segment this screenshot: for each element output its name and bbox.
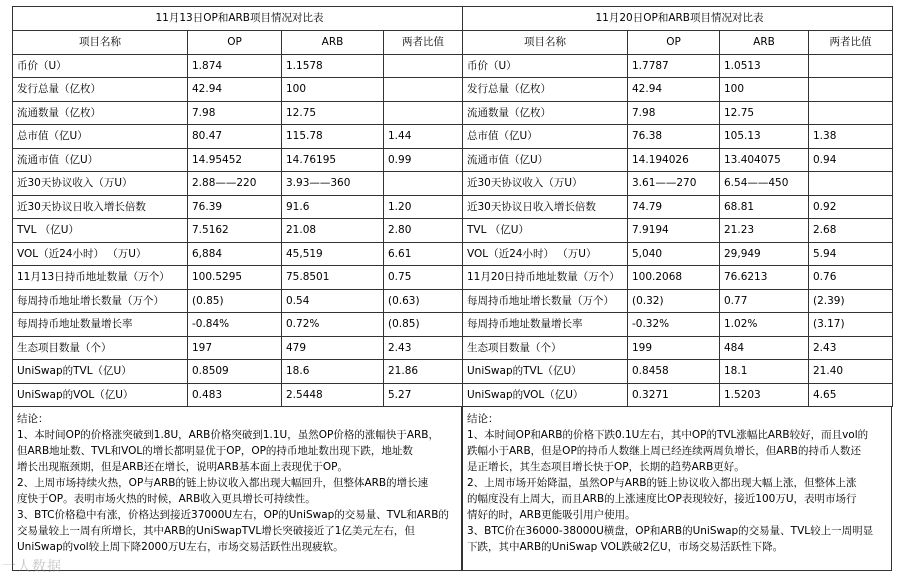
ratio-cell: 1.38 (809, 125, 893, 149)
op-value-cell: 7.9194 (628, 219, 720, 243)
item-name-cell: 近30天协议日收入增长倍数 (463, 195, 628, 219)
item-name-cell: 流通市值（亿U） (13, 148, 188, 172)
table-row (463, 54, 893, 78)
comparison-table-nov20 (462, 6, 893, 407)
table-title: 11月13日OP和ARB项目情况对比表 (13, 7, 463, 31)
table-row (13, 219, 463, 243)
header-ratio: 两者比值 (384, 31, 463, 55)
table-row (463, 336, 893, 360)
table-row (463, 242, 893, 266)
ratio-cell: (0.85) (384, 313, 463, 337)
ratio-cell: 1.20 (384, 195, 463, 219)
arb-value-cell: 12.75 (282, 101, 384, 125)
op-value-cell: 14.95452 (188, 148, 282, 172)
op-value-cell: -0.32% (628, 313, 720, 337)
table-row (463, 313, 893, 337)
ratio-cell: 4.65 (809, 383, 893, 407)
arb-value-cell: 91.6 (282, 195, 384, 219)
item-name-cell: UniSwap的VOL（亿U） (463, 383, 628, 407)
item-name-cell: 11月13日持币地址数量（万个） (13, 266, 188, 290)
conclusion-line: 1、本时间OP和ARB的价格下跌0.1U左右，其中OP的TVL涨幅比ARB较好，而且vol的 (467, 429, 869, 441)
conclusion-line: UniSwap的vol较上周下降2000万U左右，市场交易活跃性出现疲软。 (17, 541, 344, 553)
table-title: 11月20日OP和ARB项目情况对比表 (463, 7, 893, 31)
comparison-panel-nov20 (462, 6, 893, 571)
item-name-cell: 发行总量（亿枚） (463, 78, 628, 102)
item-name-cell: 每周持币地址增长数量（万个） (463, 289, 628, 313)
table-row (13, 148, 463, 172)
arb-value-cell: 1.1578 (282, 54, 384, 78)
conclusion-line: 增长出现瓶颈期，但是ARB还在增长，说明ARB基本面上表现优于OP。 (17, 461, 348, 473)
table-row (13, 172, 463, 196)
op-value-cell: 1.7787 (628, 54, 720, 78)
ratio-cell: 2.80 (384, 219, 463, 243)
header-ratio: 两者比值 (809, 31, 893, 55)
ratio-cell: 0.94 (809, 148, 893, 172)
arb-value-cell: 105.13 (720, 125, 809, 149)
table-row (13, 242, 463, 266)
table-row (463, 266, 893, 290)
table-row (13, 78, 463, 102)
arb-value-cell: 1.02% (720, 313, 809, 337)
table-row (13, 101, 463, 125)
op-value-cell: 0.8509 (188, 360, 282, 384)
item-name-cell: 总市值（亿U） (13, 125, 188, 149)
arb-value-cell: 75.8501 (282, 266, 384, 290)
table-title-row (13, 7, 463, 31)
arb-value-cell: 115.78 (282, 125, 384, 149)
comparison-panel-nov13 (12, 6, 463, 571)
op-value-cell: 80.47 (188, 125, 282, 149)
arb-value-cell: 0.72% (282, 313, 384, 337)
ratio-cell: 21.40 (809, 360, 893, 384)
op-value-cell: 0.483 (188, 383, 282, 407)
table-row (463, 383, 893, 407)
item-name-cell: 发行总量（亿枚） (13, 78, 188, 102)
table-row (13, 195, 463, 219)
op-value-cell: 2.88——220 (188, 172, 282, 196)
ratio-cell: 0.92 (809, 195, 893, 219)
item-name-cell: 近30天协议日收入增长倍数 (13, 195, 188, 219)
arb-value-cell: 1.0513 (720, 54, 809, 78)
table-header-row (463, 31, 893, 55)
item-name-cell: 近30天协议收入（万U） (13, 172, 188, 196)
arb-value-cell: 21.08 (282, 219, 384, 243)
arb-value-cell: 3.93——360 (282, 172, 384, 196)
arb-value-cell: 18.6 (282, 360, 384, 384)
arb-value-cell: 13.404075 (720, 148, 809, 172)
conclusion-box-nov13 (12, 407, 462, 571)
conclusion-line: 情好的时，ARB更能吸引用户使用。 (467, 509, 636, 521)
header-op: OP (628, 31, 720, 55)
table-row (463, 360, 893, 384)
table-row (463, 219, 893, 243)
op-value-cell: 5,040 (628, 242, 720, 266)
ratio-cell: 0.75 (384, 266, 463, 290)
ratio-cell (809, 78, 893, 102)
table-row (13, 360, 463, 384)
arb-value-cell: 14.76195 (282, 148, 384, 172)
item-name-cell: 每周持币地址数量增长率 (463, 313, 628, 337)
header-op: OP (188, 31, 282, 55)
item-name-cell: 11月20日持币地址数量（万个） (463, 266, 628, 290)
op-value-cell: 3.61——270 (628, 172, 720, 196)
ratio-cell: 21.86 (384, 360, 463, 384)
arb-value-cell: 100 (720, 78, 809, 102)
arb-value-cell: 29,949 (720, 242, 809, 266)
ratio-cell: 6.61 (384, 242, 463, 266)
conclusion-line: 的幅度没有上周大，而且ARB的上涨速度比OP表现较好，接近100万U，表明市场行 (467, 493, 857, 505)
item-name-cell: 币价（U） (463, 54, 628, 78)
item-name-cell: TVL （亿U） (13, 219, 188, 243)
ratio-cell (384, 78, 463, 102)
table-row (13, 383, 463, 407)
arb-value-cell: 18.1 (720, 360, 809, 384)
item-name-cell: VOL（近24小时） （万U） (463, 242, 628, 266)
ratio-cell (384, 101, 463, 125)
conclusion-line: 下跌，其中ARB的UniSwap VOL跌破2亿U，市场交易活跃性下降。 (467, 541, 784, 553)
ratio-cell (809, 172, 893, 196)
op-value-cell: 76.38 (628, 125, 720, 149)
arb-value-cell: 0.54 (282, 289, 384, 313)
item-name-cell: 流通市值（亿U） (463, 148, 628, 172)
table-row (13, 313, 463, 337)
table-row (463, 148, 893, 172)
arb-value-cell: 6.54——450 (720, 172, 809, 196)
item-name-cell: 每周持币地址增长数量（万个） (13, 289, 188, 313)
op-value-cell: 1.874 (188, 54, 282, 78)
watermark-text: 一人数据 (2, 559, 62, 575)
op-value-cell: 76.39 (188, 195, 282, 219)
table-row (13, 266, 463, 290)
conclusion-heading: 结论： (467, 413, 499, 425)
ratio-cell: 0.99 (384, 148, 463, 172)
ratio-cell: 5.27 (384, 383, 463, 407)
item-name-cell: 生态项目数量（个） (13, 336, 188, 360)
arb-value-cell: 0.77 (720, 289, 809, 313)
conclusion-line: 3、BTC价在36000-38000U横盘，OP和ARB的UniSwap的交易量、TVL较上一周明显 (467, 525, 874, 537)
arb-value-cell: 2.5448 (282, 383, 384, 407)
op-value-cell: 100.2068 (628, 266, 720, 290)
ratio-cell (809, 54, 893, 78)
op-value-cell: 7.98 (188, 101, 282, 125)
conclusion-line: 跌幅小于ARB，但是OP的持币人数继上周已经连续两周负增长，但ARB的持币人数还 (467, 445, 861, 457)
conclusion-heading: 结论： (17, 413, 49, 425)
ratio-cell: (3.17) (809, 313, 893, 337)
conclusion-line: 是正增长，其生态项目增长快于OP，长期的趋势ARB更好。 (467, 461, 745, 473)
op-value-cell: (0.32) (628, 289, 720, 313)
op-value-cell: 7.98 (628, 101, 720, 125)
table-title-row (463, 7, 893, 31)
table-header-row (13, 31, 463, 55)
conclusion-line: 交易量较上一周有所增长，其中ARB的UniSwapTVL增长突破接近了1亿美元左右，但 (17, 525, 415, 537)
conclusion-line: 但ARB地址数、TVL和VOL的增长都明显优于OP，OP的持币地址数出现下跌，地址数 (17, 445, 413, 457)
conclusion-box-nov20 (462, 407, 892, 571)
item-name-cell: VOL（近24小时） （万U） (13, 242, 188, 266)
table-row (13, 125, 463, 149)
item-name-cell: 流通数量（亿枚） (463, 101, 628, 125)
ratio-cell: 1.44 (384, 125, 463, 149)
item-name-cell: UniSwap的VOL（亿U） (13, 383, 188, 407)
op-value-cell: 74.79 (628, 195, 720, 219)
op-value-cell: 199 (628, 336, 720, 360)
conclusion-line: 2、上周市场开始降温，虽然OP与ARB的链上协议收入都出现大幅上涨，但整体上涨 (467, 477, 857, 489)
ratio-cell: (2.39) (809, 289, 893, 313)
header-item-name: 项目名称 (13, 31, 188, 55)
op-value-cell: 6,884 (188, 242, 282, 266)
header-arb: ARB (720, 31, 809, 55)
op-value-cell: 100.5295 (188, 266, 282, 290)
arb-value-cell: 484 (720, 336, 809, 360)
header-item-name: 项目名称 (463, 31, 628, 55)
conclusion-line: 度快于OP。表明市场火热的时候，ARB收入更具增长可持续性。 (17, 493, 316, 505)
op-value-cell: 42.94 (628, 78, 720, 102)
table-row (463, 195, 893, 219)
arb-value-cell: 12.75 (720, 101, 809, 125)
op-value-cell: 197 (188, 336, 282, 360)
item-name-cell: UniSwap的TVL（亿U） (463, 360, 628, 384)
item-name-cell: 流通数量（亿枚） (13, 101, 188, 125)
arb-value-cell: 21.23 (720, 219, 809, 243)
arb-value-cell: 100 (282, 78, 384, 102)
arb-value-cell: 1.5203 (720, 383, 809, 407)
conclusion-line: 1、本时间OP的价格涨突破到1.8U，ARB价格突破到1.1U，虽然OP价格的涨幅快于ARB， (17, 429, 440, 441)
table-row (13, 54, 463, 78)
table-row (463, 78, 893, 102)
op-value-cell: (0.85) (188, 289, 282, 313)
ratio-cell (809, 101, 893, 125)
ratio-cell: 2.43 (809, 336, 893, 360)
table-row (463, 125, 893, 149)
ratio-cell: 5.94 (809, 242, 893, 266)
op-value-cell: 0.8458 (628, 360, 720, 384)
item-name-cell: TVL （亿U） (463, 219, 628, 243)
arb-value-cell: 68.81 (720, 195, 809, 219)
ratio-cell (384, 54, 463, 78)
item-name-cell: 币价（U） (13, 54, 188, 78)
ratio-cell: 2.68 (809, 219, 893, 243)
conclusion-line: 2、上周市场持续火热，OP与ARB的链上协议收入都出现大幅回升，但整体ARB的增长速 (17, 477, 429, 489)
header-arb: ARB (282, 31, 384, 55)
item-name-cell: UniSwap的TVL（亿U） (13, 360, 188, 384)
comparison-table-nov13 (12, 6, 463, 407)
op-value-cell: -0.84% (188, 313, 282, 337)
ratio-cell: 0.76 (809, 266, 893, 290)
arb-value-cell: 479 (282, 336, 384, 360)
table-row (13, 289, 463, 313)
ratio-cell (384, 172, 463, 196)
op-value-cell: 14.194026 (628, 148, 720, 172)
table-row (463, 101, 893, 125)
item-name-cell: 近30天协议收入（万U） (463, 172, 628, 196)
op-value-cell: 42.94 (188, 78, 282, 102)
table-row (463, 172, 893, 196)
table-row (463, 289, 893, 313)
op-value-cell: 0.3271 (628, 383, 720, 407)
table-row (13, 336, 463, 360)
conclusion-line: 3、BTC价格稳中有涨，价格达到接近37000U左右，OP的UniSwap的交易量、TVL和ARB的 (17, 509, 449, 521)
item-name-cell: 总市值（亿U） (463, 125, 628, 149)
ratio-cell: (0.63) (384, 289, 463, 313)
arb-value-cell: 45,519 (282, 242, 384, 266)
ratio-cell: 2.43 (384, 336, 463, 360)
item-name-cell: 每周持币地址数量增长率 (13, 313, 188, 337)
arb-value-cell: 76.6213 (720, 266, 809, 290)
item-name-cell: 生态项目数量（个） (463, 336, 628, 360)
op-value-cell: 7.5162 (188, 219, 282, 243)
